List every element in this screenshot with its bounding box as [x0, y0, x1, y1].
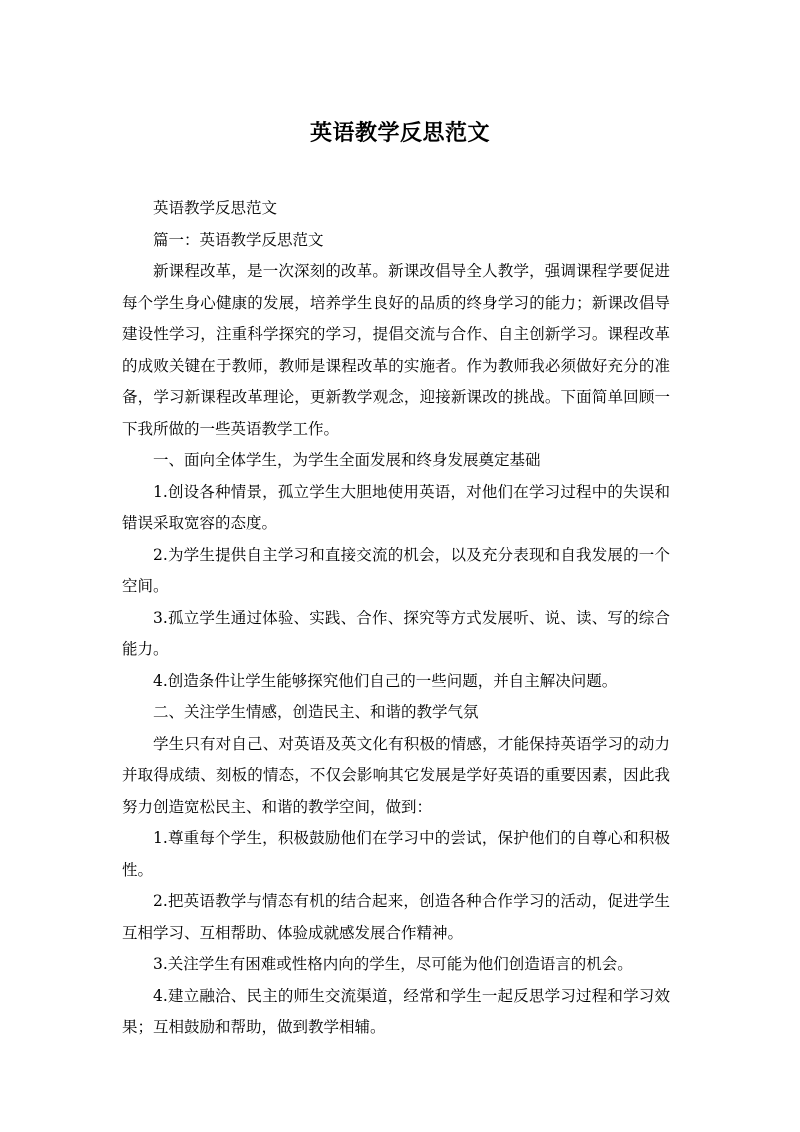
- list-item: 2.为学生提供自主学习和直接交流的机会，以及充分表现和自我发展的一个空间。: [122, 545, 670, 595]
- list-item: 3.关注学生有困难或性格内向的学生，尽可能为他们创造语言的机会。: [153, 955, 633, 973]
- paragraph: 英语教学反思范文: [153, 199, 278, 217]
- list-item: 1.尊重每个学生，积极鼓励他们在学习中的尝试，保护他们的自尊心和积极性。: [122, 829, 670, 879]
- list-item: 1.创设各种情景，孤立学生大胆地使用英语，对他们在学习过程中的失误和错误采取宽容的态度。: [122, 482, 670, 532]
- section-heading: 二、关注学生情感，创造民主、和谐的教学气氛: [153, 703, 479, 721]
- paragraph: 新课程改革，是一次深刻的改革。新课改倡导全人教学，强调课程学要促进每个学生身心健康的发展，培养学生良好的品质的终身学习的能力；新课改倡导建设性学习，注重科学探究的学习，提倡交流与合作、自主创新学习。课程改革的成败关键在于教师，教师是课程改革的实施者。作为教师我必须做好充分的准备，学习新课程改革理论，更新教学观念，迎接新课改的挑战。下面简单回顾一下我所做的一些英语教学工作。: [122, 262, 670, 438]
- paragraph: 篇一：英语教学反思范文: [153, 230, 324, 249]
- paragraph: 学生只有对自己、对英语及英文化有积极的情感，才能保持英语学习的动力并取得成绩、刻板的情态，不仅会影响其它发展是学好英语的重要因素，因此我努力创造宽松民主、和谐的教学空间，做到：: [122, 734, 670, 816]
- document-title: 英语教学反思范文: [309, 121, 490, 146]
- list-item: 2.把英语教学与情态有机的结合起来，创造各种合作学习的活动，促进学生互相学习、互相帮助、体验成就感发展合作精神。: [122, 892, 670, 942]
- list-item: 3.孤立学生通过体验、实践、合作、探究等方式发展听、说、读、写的综合能力。: [122, 608, 670, 658]
- section-heading: 一、面向全体学生，为学生全面发展和终身发展奠定基础: [153, 451, 541, 469]
- list-item: 4.建立融洽、民主的师生交流渠道，经常和学生一起反思学习过程和学习效果；互相鼓励和帮助，做到教学相辅。: [122, 986, 670, 1036]
- list-item: 4.创造条件让学生能够探究他们自己的一些问题，并自主解决问题。: [153, 671, 618, 690]
- document-body: [122, 193, 670, 1044]
